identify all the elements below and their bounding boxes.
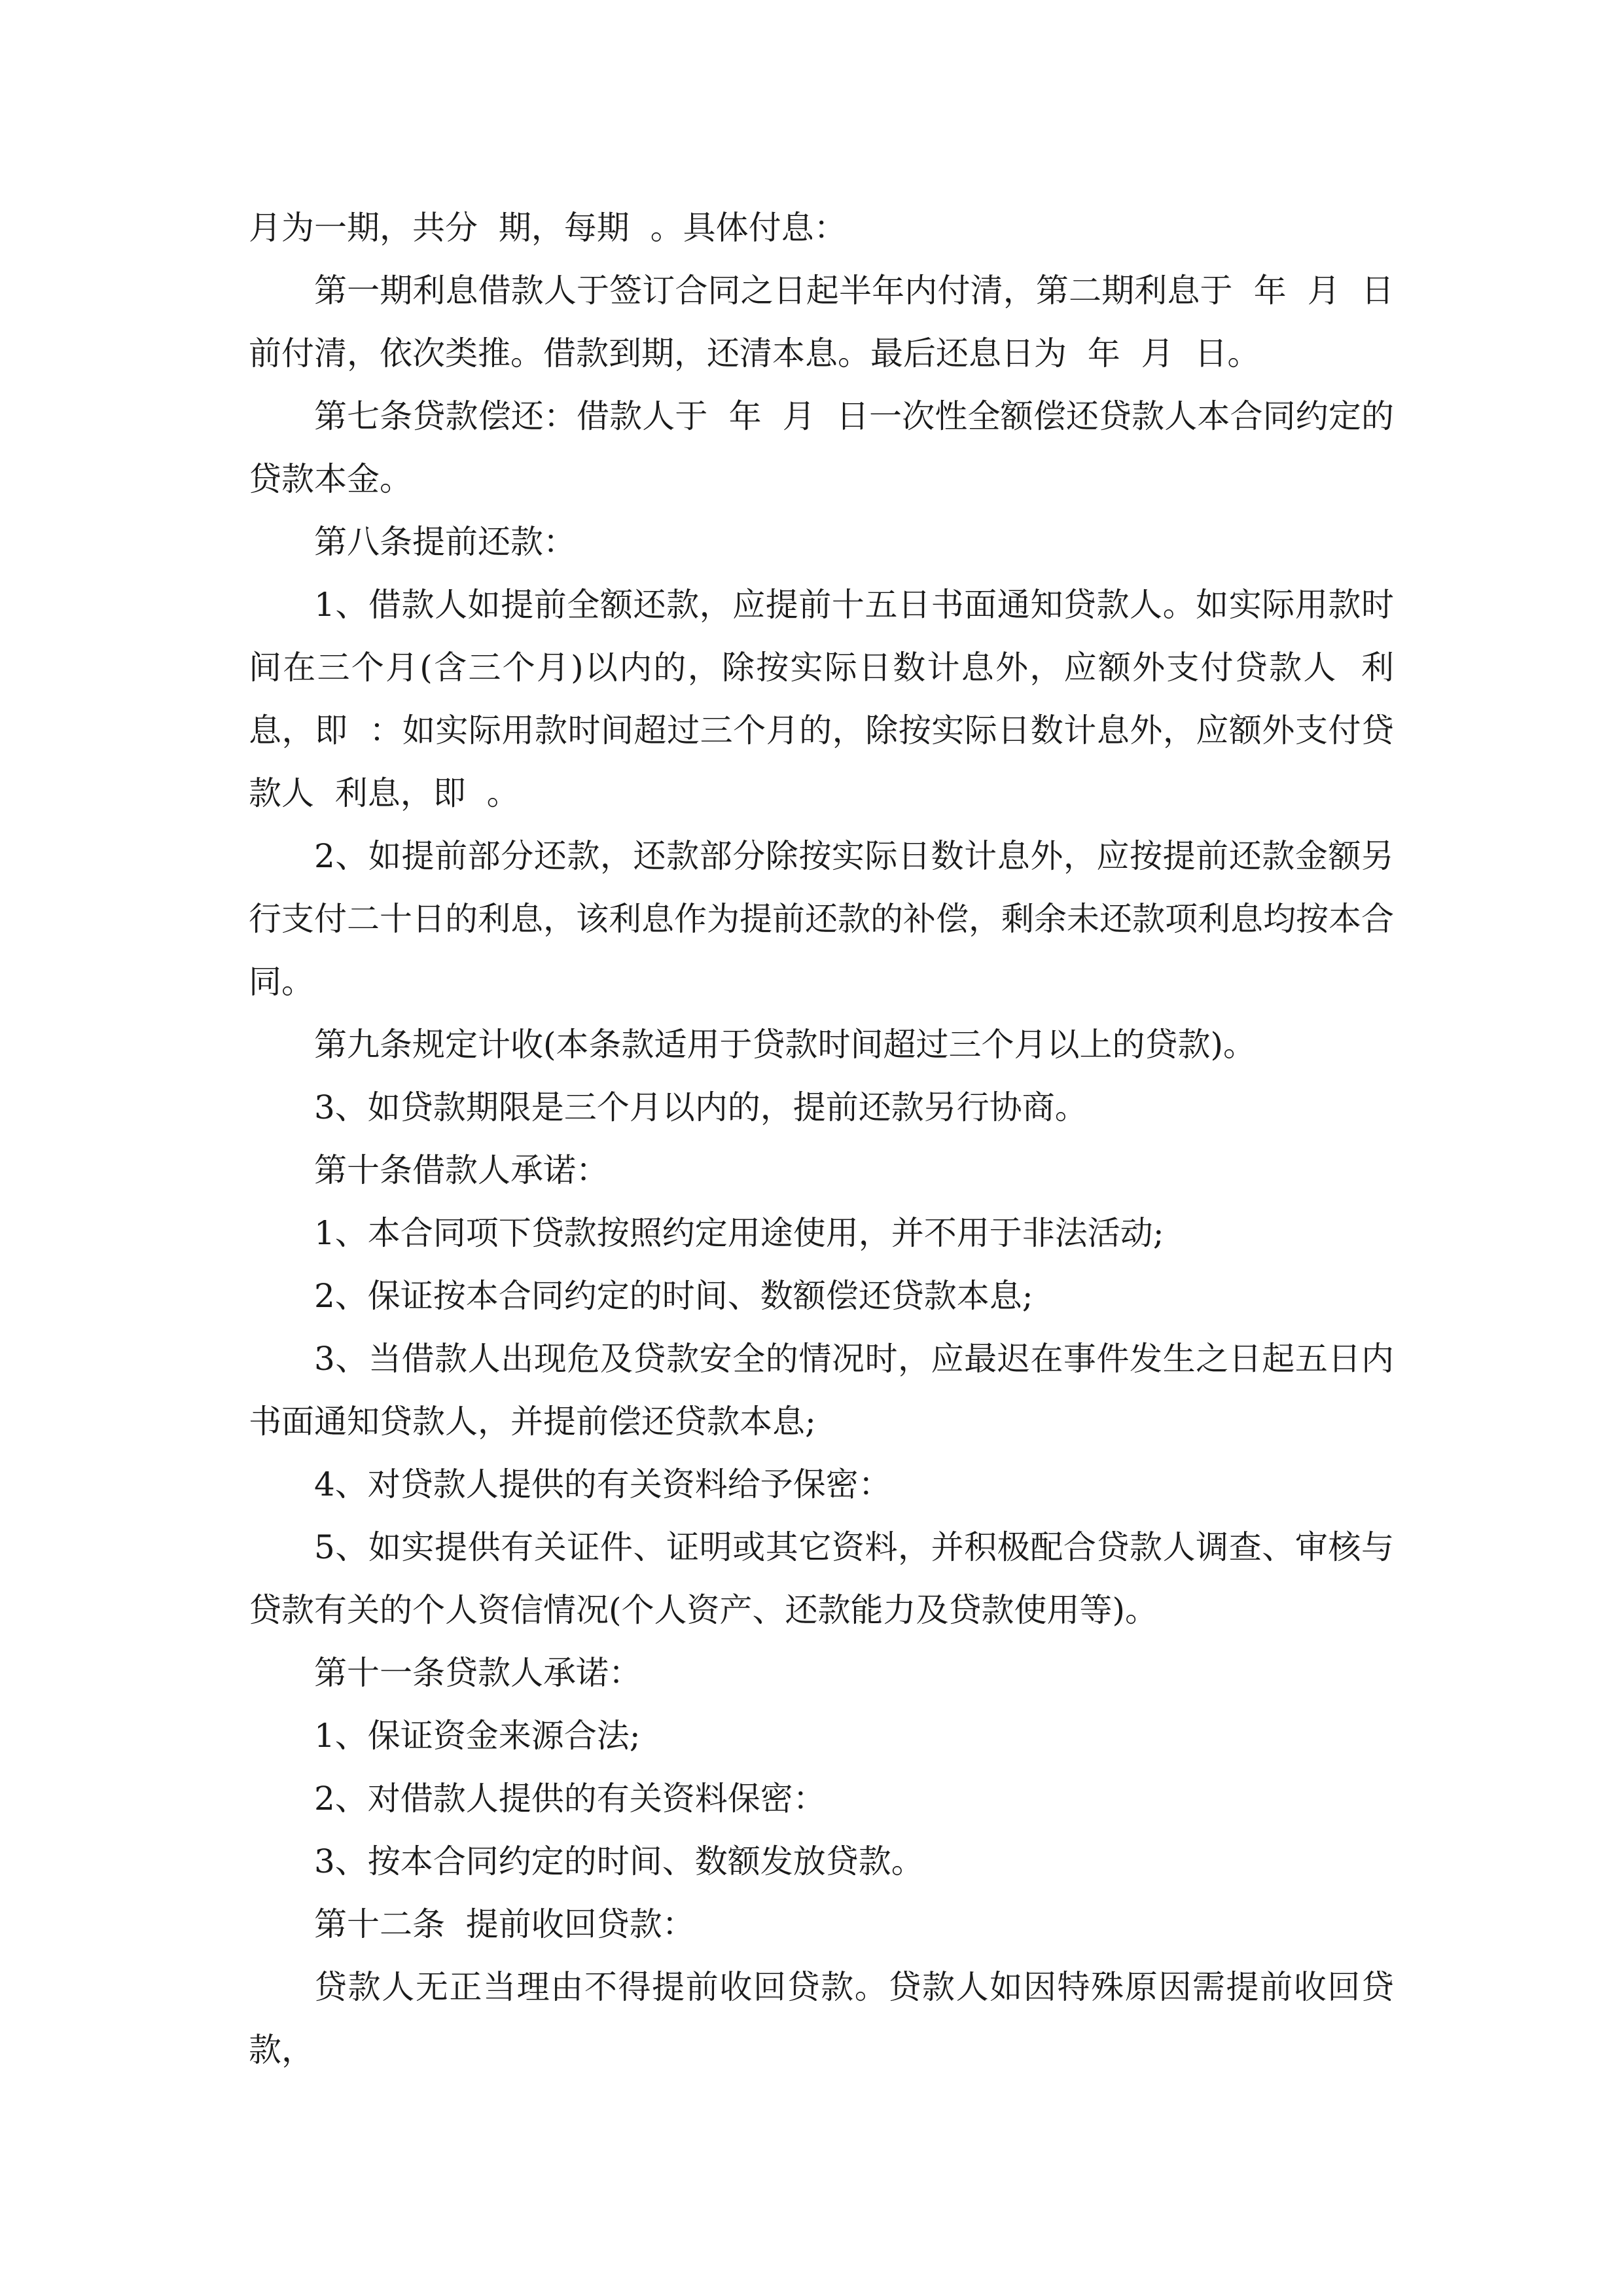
paragraph-article-8-heading: 第八条提前还款：	[314, 523, 576, 561]
paragraph-article-8-item-2: 2、如提前部分还款，还款部分除按实际日数计息外，应按提前还款金额另行支付二十日的利息，该利息作为提前还款的补偿，剩余未还款项利息均按本合同。	[249, 837, 1394, 1001]
paragraph-article-12-text: 贷款人无正当理由不得提前收回贷款。贷款人如因特殊原因需提前收回贷款，	[249, 1968, 1394, 2069]
paragraph-interest-schedule: 月为一期，共分 期，每期 。具体付息：	[249, 209, 847, 247]
paragraph-article-10-item-2: 2、保证按本合同约定的时间、数额偿还贷款本息;	[314, 1277, 1033, 1315]
paragraph-article-12-heading: 第十二条 提前收回贷款：	[314, 1905, 695, 1943]
paragraph-article-11-item-2: 2、对借款人提供的有关资料保密：	[314, 1780, 826, 1818]
paragraph-article-10-item-3: 3、当借款人出现危及贷款安全的情况时，应最迟在事件发生之日起五日内书面通知贷款人，并提前偿还贷款本息;	[249, 1340, 1394, 1441]
paragraph-article-7-repayment: 第七条贷款偿还：借款人于 年 月 日一次性全额偿还贷款人本合同约定的贷款本金。	[249, 397, 1394, 498]
paragraph-article-11-item-3: 3、按本合同约定的时间、数额发放贷款。	[314, 1842, 924, 1880]
paragraph-article-10-item-1: 1、本合同项下贷款按照约定用途使用，并不用于非法活动;	[314, 1214, 1164, 1252]
paragraph-article-8-item-1: 1、借款人如提前全额还款，应提前十五日书面通知贷款人。如实际用款时间在三个月(含三个月)以内的，除按实际日数计息外，应额外支付贷款人 利息，即 ：如实际用款时间超过三个月的，除按实际日数计息外，应额外支付贷款人 利息，即 。	[249, 586, 1394, 812]
contract-body	[249, 196, 1394, 2081]
paragraph-article-10-heading: 第十条借款人承诺：	[314, 1151, 609, 1189]
paragraph-article-10-item-5: 5、如实提供有关证件、证明或其它资料，并积极配合贷款人调查、审核与贷款有关的个人资信情况(个人资产、还款能力及贷款使用等)。	[249, 1528, 1394, 1629]
paragraph-article-10-item-4: 4、对贷款人提供的有关资料给予保密：	[314, 1465, 891, 1503]
paragraph-article-11-heading: 第十一条贷款人承诺：	[314, 1654, 641, 1692]
paragraph-first-interest-period: 第一期利息借款人于签订合同之日起半年内付清，第二期利息于 年 月 日前付清，依次类推。借款到期，还清本息。最后还息日为 年 月 日。	[249, 272, 1394, 372]
paragraph-article-9-item-3: 3、如贷款期限是三个月以内的，提前还款另行协商。	[314, 1088, 1088, 1126]
paragraph-article-9: 第九条规定计收(本条款适用于贷款时间超过三个月以上的贷款)。	[314, 1026, 1257, 1064]
paragraph-article-11-item-1: 1、保证资金来源合法;	[314, 1717, 641, 1755]
